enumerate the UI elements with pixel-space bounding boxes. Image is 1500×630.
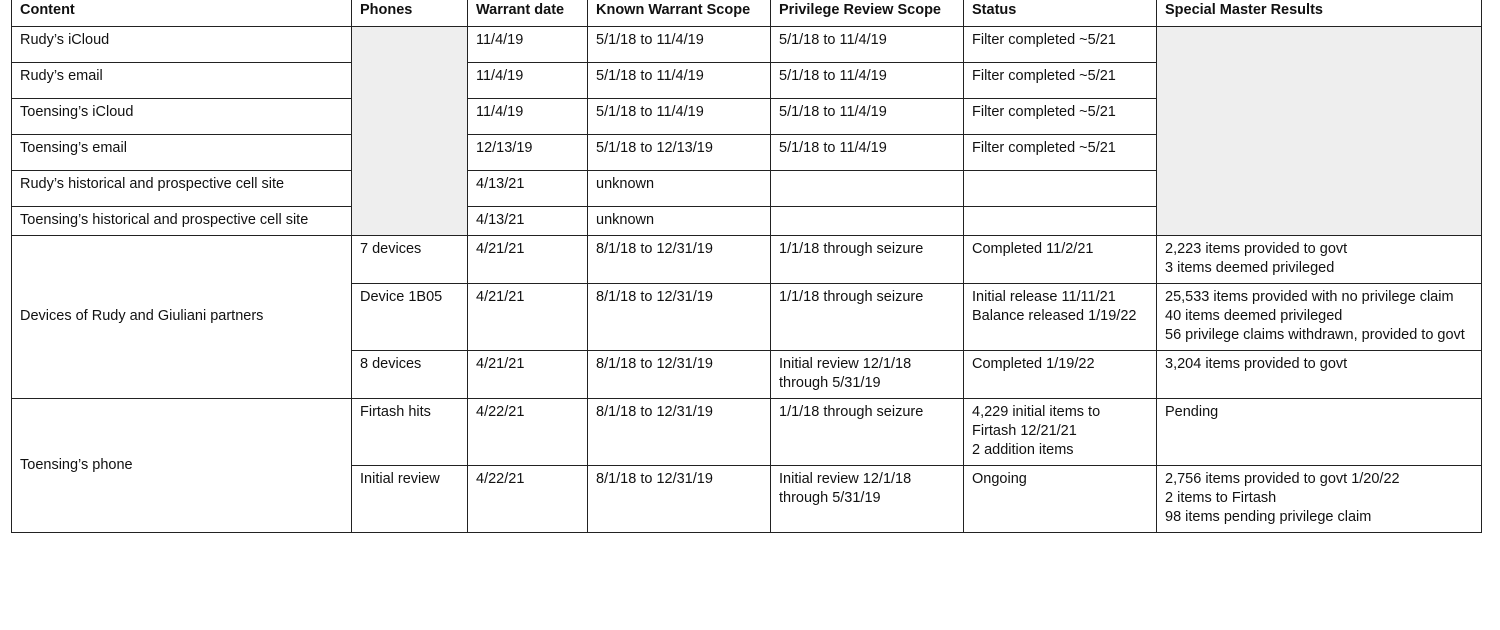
cell-results-empty: [1157, 27, 1482, 236]
cell-content: Toensing’s iCloud: [12, 99, 352, 135]
table-header-row: [12, 0, 1482, 27]
cell-privilege-scope: 5/1/18 to 11/4/19: [771, 63, 964, 99]
table-row: [12, 399, 1482, 466]
header-content: Content: [12, 0, 352, 27]
cell-warrant-date: 4/13/21: [468, 171, 588, 207]
cell-results: 25,533 items provided with no privilege claim 40 items deemed privileged 56 privilege claims withdrawn, provided to govt: [1157, 284, 1482, 351]
table-row: [12, 27, 1482, 63]
cell-warrant-date: 11/4/19: [468, 63, 588, 99]
cell-content: Rudy’s email: [12, 63, 352, 99]
cell-content: Rudy’s historical and prospective cell site: [12, 171, 352, 207]
header-warrant-date: Warrant date: [468, 0, 588, 27]
cell-phones: Initial review: [352, 466, 468, 533]
cell-results: Pending: [1157, 399, 1482, 466]
cell-known-scope: 5/1/18 to 12/13/19: [588, 135, 771, 171]
cell-status: [964, 207, 1157, 236]
cell-results: 3,204 items provided to govt: [1157, 351, 1482, 399]
cell-warrant-date: 11/4/19: [468, 99, 588, 135]
header-privilege-review-scope: Privilege Review Scope: [771, 0, 964, 27]
cell-group-content: Toensing’s phone: [12, 399, 352, 533]
cell-privilege-scope: 5/1/18 to 11/4/19: [771, 27, 964, 63]
cell-known-scope: 5/1/18 to 11/4/19: [588, 63, 771, 99]
cell-known-scope: 5/1/18 to 11/4/19: [588, 27, 771, 63]
cell-known-scope: 8/1/18 to 12/31/19: [588, 236, 771, 284]
warrant-table: [11, 0, 1482, 533]
cell-status: Initial release 11/11/21 Balance released 1/19/22: [964, 284, 1157, 351]
cell-warrant-date: 12/13/19: [468, 135, 588, 171]
cell-phones: Firtash hits: [352, 399, 468, 466]
cell-warrant-date: 4/22/21: [468, 399, 588, 466]
cell-privilege-scope: 1/1/18 through seizure: [771, 284, 964, 351]
cell-known-scope: 8/1/18 to 12/31/19: [588, 284, 771, 351]
cell-group-content: Devices of Rudy and Giuliani partners: [12, 236, 352, 399]
cell-phones: 8 devices: [352, 351, 468, 399]
cell-status: Filter completed ~5/21: [964, 27, 1157, 63]
cell-status: [964, 171, 1157, 207]
cell-known-scope: 8/1/18 to 12/31/19: [588, 399, 771, 466]
cell-status: 4,229 initial items to Firtash 12/21/21 2 addition items: [964, 399, 1157, 466]
cell-status: Filter completed ~5/21: [964, 99, 1157, 135]
header-phones: Phones: [352, 0, 468, 27]
cell-warrant-date: 4/21/21: [468, 284, 588, 351]
cell-content: Rudy’s iCloud: [12, 27, 352, 63]
cell-warrant-date: 4/21/21: [468, 236, 588, 284]
cell-privilege-scope: [771, 207, 964, 236]
cell-results: 2,756 items provided to govt 1/20/22 2 items to Firtash 98 items pending privilege claim: [1157, 466, 1482, 533]
cell-warrant-date: 11/4/19: [468, 27, 588, 63]
cell-content: Toensing’s historical and prospective cell site: [12, 207, 352, 236]
table-row: [12, 236, 1482, 284]
cell-known-scope: unknown: [588, 207, 771, 236]
cell-status: Completed 11/2/21: [964, 236, 1157, 284]
cell-privilege-scope: Initial review 12/1/18 through 5/31/19: [771, 351, 964, 399]
header-known-warrant-scope: Known Warrant Scope: [588, 0, 771, 27]
cell-privilege-scope: 1/1/18 through seizure: [771, 236, 964, 284]
cell-known-scope: 5/1/18 to 11/4/19: [588, 99, 771, 135]
cell-status: Ongoing: [964, 466, 1157, 533]
cell-privilege-scope: Initial review 12/1/18 through 5/31/19: [771, 466, 964, 533]
cell-status: Filter completed ~5/21: [964, 63, 1157, 99]
cell-privilege-scope: [771, 171, 964, 207]
cell-status: Filter completed ~5/21: [964, 135, 1157, 171]
cell-privilege-scope: 1/1/18 through seizure: [771, 399, 964, 466]
header-status: Status: [964, 0, 1157, 27]
cell-phones-empty: [352, 27, 468, 236]
cell-known-scope: 8/1/18 to 12/31/19: [588, 466, 771, 533]
cell-privilege-scope: 5/1/18 to 11/4/19: [771, 135, 964, 171]
cell-content: Toensing’s email: [12, 135, 352, 171]
cell-results: 2,223 items provided to govt 3 items deemed privileged: [1157, 236, 1482, 284]
cell-known-scope: 8/1/18 to 12/31/19: [588, 351, 771, 399]
cell-phones: Device 1B05: [352, 284, 468, 351]
cell-status: Completed 1/19/22: [964, 351, 1157, 399]
cell-known-scope: unknown: [588, 171, 771, 207]
cell-warrant-date: 4/22/21: [468, 466, 588, 533]
cell-warrant-date: 4/21/21: [468, 351, 588, 399]
cell-privilege-scope: 5/1/18 to 11/4/19: [771, 99, 964, 135]
header-special-master-results: Special Master Results: [1157, 0, 1482, 27]
cell-phones: 7 devices: [352, 236, 468, 284]
cell-warrant-date: 4/13/21: [468, 207, 588, 236]
